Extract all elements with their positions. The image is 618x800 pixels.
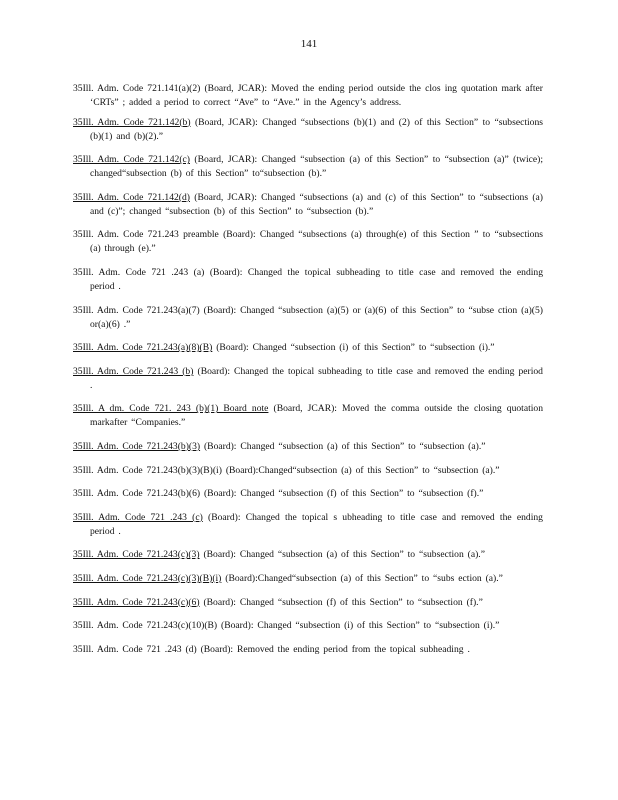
- entry-description: (Board):Changed“subsection (a) of this Section” to “subsection (a).”: [221, 464, 500, 476]
- amendment-entry: [73, 228, 543, 256]
- entry-description: (Board): Changed the topical s ubheading to title case and removed the ending period .: [90, 511, 543, 537]
- amendment-entry: [73, 464, 543, 478]
- entry-description: (Board): Changed “subsection (f) of this Section” to “subsection (f).”: [199, 596, 483, 608]
- entry-citation: 35Ill. Adm. Code 721.243(c)(6): [73, 596, 200, 608]
- amendment-entry: [73, 596, 543, 610]
- amendment-entry: [73, 548, 543, 562]
- entry-citation: 35Ill. Adm. Code 721.142(c): [73, 154, 190, 166]
- entry-citation: 35Ill. Adm. Code 721.142(b): [73, 116, 191, 128]
- entry-citation: 35Ill. Adm. Code 721.142(d): [73, 191, 190, 203]
- entry-citation: 35Ill. Adm. Code 721.243 preamble: [73, 229, 219, 241]
- amendment-entry: [73, 191, 543, 219]
- amendment-entry: [73, 82, 543, 110]
- entry-description: (Board): Changed the topical subheading to title case and removed the ending period .: [90, 266, 543, 292]
- entry-description: (Board, JCAR): Changed “subsection (a) of this Section” to “subsection (a)” (twice); changed“subsection (b) of this Section” to“subsection (b).”: [90, 154, 543, 180]
- amendment-entry: [73, 116, 543, 144]
- entry-citation: 35Ill. Adm. Code 721.243 (b): [73, 365, 194, 377]
- entry-description: (Board, JCAR): Moved the comma outside the closing quotation markafter “Companies.”: [90, 403, 544, 429]
- entry-citation: 35Ill. Adm. Code 721.141(a)(2): [73, 82, 201, 94]
- entry-citation: 35Ill. Adm. Code 721.243(b)(3): [73, 440, 201, 452]
- entry-description: (Board): Changed “subsection (a)(5) or (a)(6) of this Section” to “subse ction (a)(5) or(a)(6) .”: [90, 304, 543, 330]
- entry-description: (Board, JCAR): Moved the ending period outside the clos ing quotation mark after ‘CRTs” ; added a period to correct “Ave” to “Ave.” in the Agency’s address.: [90, 82, 543, 108]
- amendment-entry: [73, 304, 543, 332]
- amendment-entry: [73, 487, 543, 501]
- entry-description: (Board): Changed “subsections (a) through(e) of this Section ” to “subsections (a) through (e).”: [90, 229, 543, 255]
- entry-citation: 35Ill. Adm. Code 721.243(c)(3)(B)(i): [73, 572, 222, 584]
- entry-description: (Board): Changed “subsection (f) of this Section” to “subsection (f).”: [200, 488, 484, 500]
- entry-description: (Board): Removed the ending period from the topical subheading .: [196, 643, 470, 655]
- amendment-entry: [73, 619, 543, 633]
- amendment-list: [73, 72, 543, 663]
- amendment-entry: [73, 402, 543, 430]
- entry-citation: 35Ill. Adm. Code 721 .243 (c): [73, 511, 203, 523]
- entry-description: (Board): Changed “subsection (a) of this Section” to “subsection (a).”: [200, 440, 486, 452]
- amendment-entry: [73, 341, 543, 355]
- amendment-entry: [73, 572, 543, 586]
- entry-citation: 35Ill. A dm. Code 721. 243 (b)(1) Board note: [73, 403, 269, 415]
- entry-description: (Board):Changed“subsection (a) of this Section” to “subs ection (a).”: [221, 572, 503, 584]
- entry-description: (Board): Changed “subsection (i) of this Section” to “subsection (i).”: [217, 620, 500, 632]
- entry-citation: 35Ill. Adm. Code 721.243(a)(8)(B): [73, 342, 213, 354]
- entry-description: (Board): Changed “subsection (i) of this Section” to “subsection (i).”: [212, 342, 495, 354]
- entry-citation: 35Ill. Adm. Code 721.243(c)(3): [73, 549, 200, 561]
- entry-description: (Board, JCAR): Changed “subsections (a) and (c) of this Section” to “subsections (a) and (c)”; changed “subsection (b) of this Section” to “subsection (b).”: [90, 191, 543, 217]
- entry-description: (Board): Changed “subsection (a) of this Section” to “subsection (a).”: [199, 549, 485, 561]
- entry-citation: 35Ill. Adm. Code 721 .243 (d): [73, 643, 197, 655]
- entry-citation: 35Ill. Adm. Code 721.243(b)(6): [73, 488, 201, 500]
- entry-citation: 35Ill. Adm. Code 721.243(b)(3)(B)(i): [73, 464, 222, 476]
- amendment-entry: [73, 153, 543, 181]
- entry-citation: 35Ill. Adm. Code 721.243(a)(7): [73, 304, 200, 316]
- amendment-entry: [73, 365, 543, 393]
- amendment-entry: [73, 266, 543, 294]
- amendment-entry: [73, 643, 543, 657]
- page-number: 141: [300, 38, 318, 50]
- entry-description: (Board, JCAR): Changed “subsections (b)(1) and (2) of this Section” to “subsections (b)(1) and (b)(2).”: [90, 116, 543, 142]
- amendment-entry: [73, 440, 543, 454]
- entry-description: (Board): Changed the topical subheading to title case and removed the ending period .: [90, 365, 543, 391]
- entry-citation: 35Ill. Adm. Code 721 .243 (a): [73, 266, 205, 278]
- amendment-entry: [73, 511, 543, 539]
- entry-citation: 35Ill. Adm. Code 721.243(c)(10)(B): [73, 620, 218, 632]
